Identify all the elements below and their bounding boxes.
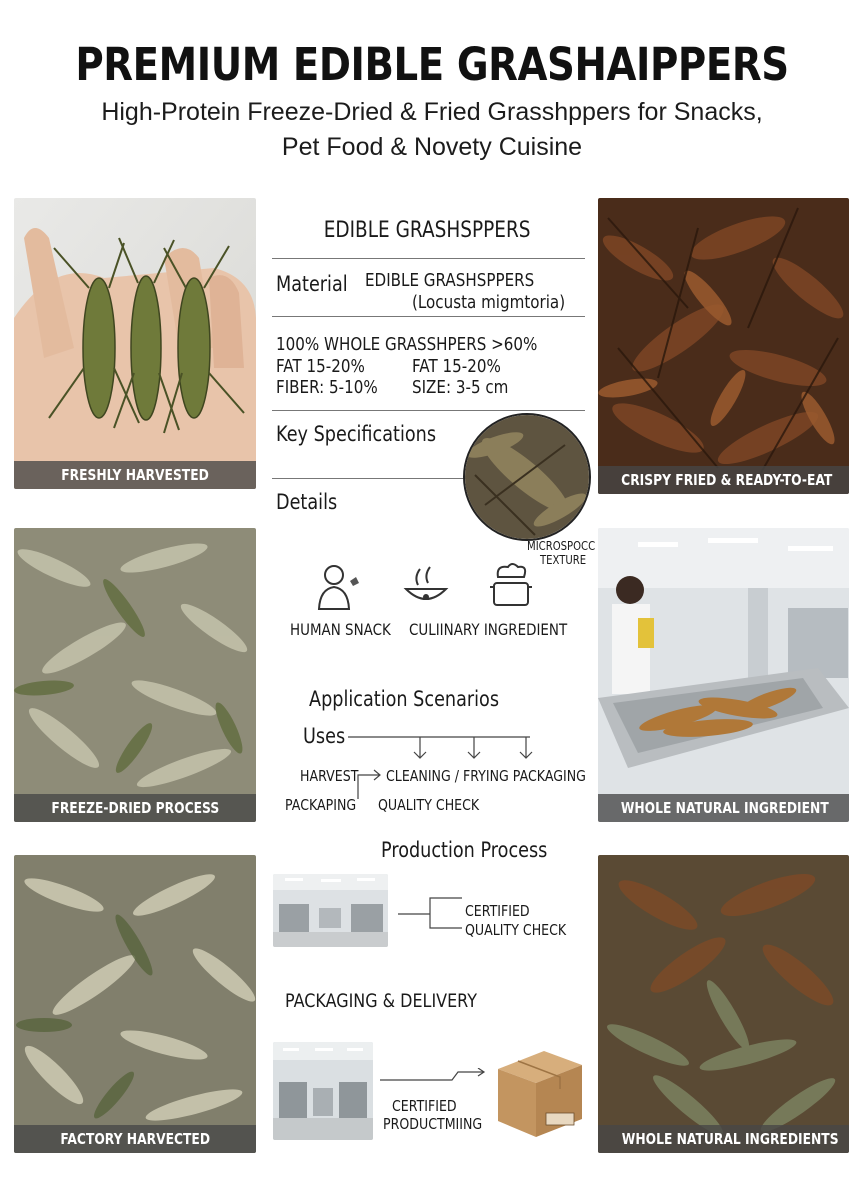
bowl-icon bbox=[402, 563, 450, 611]
photo-freeze-dried bbox=[14, 528, 256, 822]
spec-fat-right: FAT 15-20% bbox=[412, 356, 501, 377]
delivery-arrow bbox=[378, 1068, 490, 1088]
shipping-box-icon bbox=[494, 1045, 586, 1141]
specs-heading: EDIBLE GRASHSPPERS bbox=[323, 218, 531, 243]
material-label: Material bbox=[276, 272, 348, 296]
page-subtitle-line1: High-Protein Freeze-Dried & Fried Grasshppers for Snacks, bbox=[101, 98, 763, 126]
certified-connector bbox=[396, 892, 466, 932]
freeze-dried-image bbox=[14, 528, 256, 822]
packaging-delivery-heading: PACKAGING & DELIVERY bbox=[285, 990, 477, 1012]
step-packaging: PACKAPING bbox=[285, 796, 357, 814]
step-quality-check: QUALITY CHECK bbox=[378, 796, 480, 814]
step-harvest: HARVEST bbox=[300, 767, 359, 785]
microscope-texture-image bbox=[463, 413, 591, 541]
caption-freshly-harvested: FRESHLY HARVESTED bbox=[14, 461, 256, 489]
photo-crispy-fried bbox=[598, 198, 849, 494]
production-process-heading: Production Process bbox=[381, 838, 548, 862]
divider bbox=[272, 258, 585, 259]
caption-crispy-fried: CRISPY FRIED & READY-TO-EAT bbox=[598, 466, 849, 494]
microscope-label: MICROSPOCC TEXTURE bbox=[527, 539, 596, 567]
photo-whole-natural-ingredients bbox=[598, 855, 849, 1153]
use-culinary-ingredient: CULIINARY INGREDIENT bbox=[409, 620, 568, 639]
spec-whole-grasshoppers: 100% WHOLE GRASSHPERS >60% bbox=[276, 334, 538, 355]
divider bbox=[272, 316, 585, 317]
photo-whole-natural-ingredient bbox=[598, 528, 849, 822]
photo-factory-harvested bbox=[14, 855, 256, 1153]
application-scenarios-heading: Application Scenarios bbox=[309, 687, 500, 711]
material-value: EDIBLE GRASHSPPERS bbox=[365, 270, 535, 291]
factory-chef-image bbox=[598, 528, 849, 822]
caption-whole-natural-ingredient: WHOLE NATURAL INGREDIENT bbox=[598, 794, 849, 822]
uses-flow-arrows bbox=[340, 728, 540, 764]
productmiing-label: PRODUCTMIING bbox=[383, 1115, 483, 1133]
fried-grasshoppers-image bbox=[598, 198, 849, 494]
step-cleaning-frying-packaging: CLEANING / FRYING PACKAGING bbox=[386, 767, 586, 785]
material-latin: (Locusta migmtoria) bbox=[412, 292, 566, 313]
divider bbox=[272, 478, 467, 479]
spec-fiber: FIBER: 5-10% bbox=[276, 377, 378, 398]
caption-factory-harvested: FACTORY HARVECTED bbox=[14, 1125, 256, 1153]
certified-label: CERTIFIED bbox=[465, 902, 530, 920]
chef-hat-icon bbox=[488, 561, 534, 611]
use-human-snack: HUMAN SNACK bbox=[290, 620, 391, 639]
mixed-grasshoppers-image bbox=[598, 855, 849, 1153]
uses-label: Uses bbox=[303, 724, 346, 748]
key-specifications-label: Key Specifications bbox=[276, 422, 437, 446]
caption-freeze-dried: FREEZE-DRIED PROCESS bbox=[14, 794, 256, 822]
divider bbox=[272, 410, 585, 411]
person-icon bbox=[316, 563, 362, 611]
photo-freshly-harvested bbox=[14, 198, 256, 489]
page-title: PREMIUM EDIBLE GRASHAIPPERS bbox=[75, 38, 789, 91]
factory-image bbox=[273, 874, 388, 947]
details-label: Details bbox=[276, 490, 338, 514]
quality-check-label: QUALITY CHECK bbox=[465, 921, 567, 939]
spec-fat-left: FAT 15-20% bbox=[276, 356, 365, 377]
caption-whole-natural-ingredients: WHOLE NATURAL INGREDIENTS bbox=[598, 1125, 849, 1153]
hand-grasshoppers-image bbox=[14, 198, 256, 489]
certified-production-label: CERTIFIED bbox=[392, 1097, 457, 1115]
production-line-image bbox=[273, 1042, 373, 1140]
spec-size: SIZE: 3-5 cm bbox=[412, 377, 509, 398]
page-subtitle-line2: Pet Food & Novety Cuisine bbox=[281, 133, 583, 161]
factory-harvested-image bbox=[14, 855, 256, 1153]
